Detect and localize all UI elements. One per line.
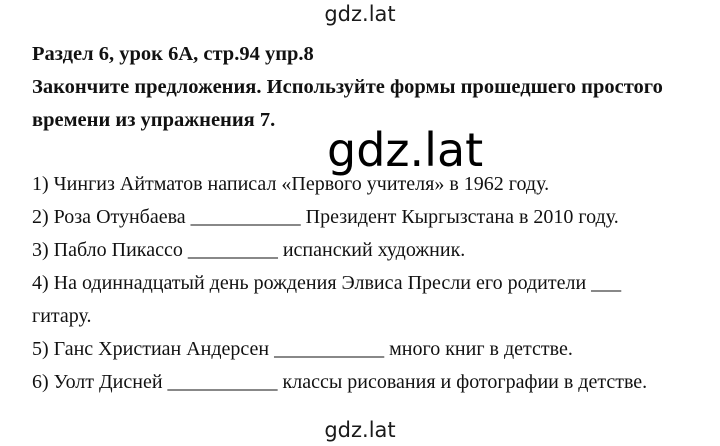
- exercise-heading: Раздел 6, урок 6А, стр.94 упр.8: [32, 43, 314, 65]
- sentence-1: 1) Чингиз Айтматов написал «Первого учителя» в 1962 году.: [32, 173, 550, 195]
- task-instruction-line-1: Закончите предложения. Используйте формы прошедшего простого: [32, 76, 663, 98]
- watermark-bottom: gdz.lat: [324, 418, 396, 442]
- sentence-6: 6) Уолт Дисней ___________ классы рисования и фотографии в детстве.: [32, 371, 648, 393]
- sentence-3: 3) Пабло Пикассо _________ испанский художник.: [32, 239, 466, 261]
- sentence-4: 4) На одиннадцатый день рождения Элвиса Пресли его родители ___: [32, 272, 622, 294]
- task-instruction-line-2: времени из упражнения 7.: [32, 109, 276, 131]
- sentence-list: [32, 168, 716, 399]
- watermark-middle: gdz.lat: [327, 123, 484, 177]
- sentence-4-continuation: гитару.: [32, 305, 92, 327]
- sentence-2: 2) Роза Отунбаева ___________ Президент Кыргызстана в 2010 году.: [32, 206, 619, 228]
- sentence-5: 5) Ганс Христиан Андерсен ___________ много книг в детстве.: [32, 338, 573, 360]
- watermark-top: gdz.lat: [324, 2, 396, 26]
